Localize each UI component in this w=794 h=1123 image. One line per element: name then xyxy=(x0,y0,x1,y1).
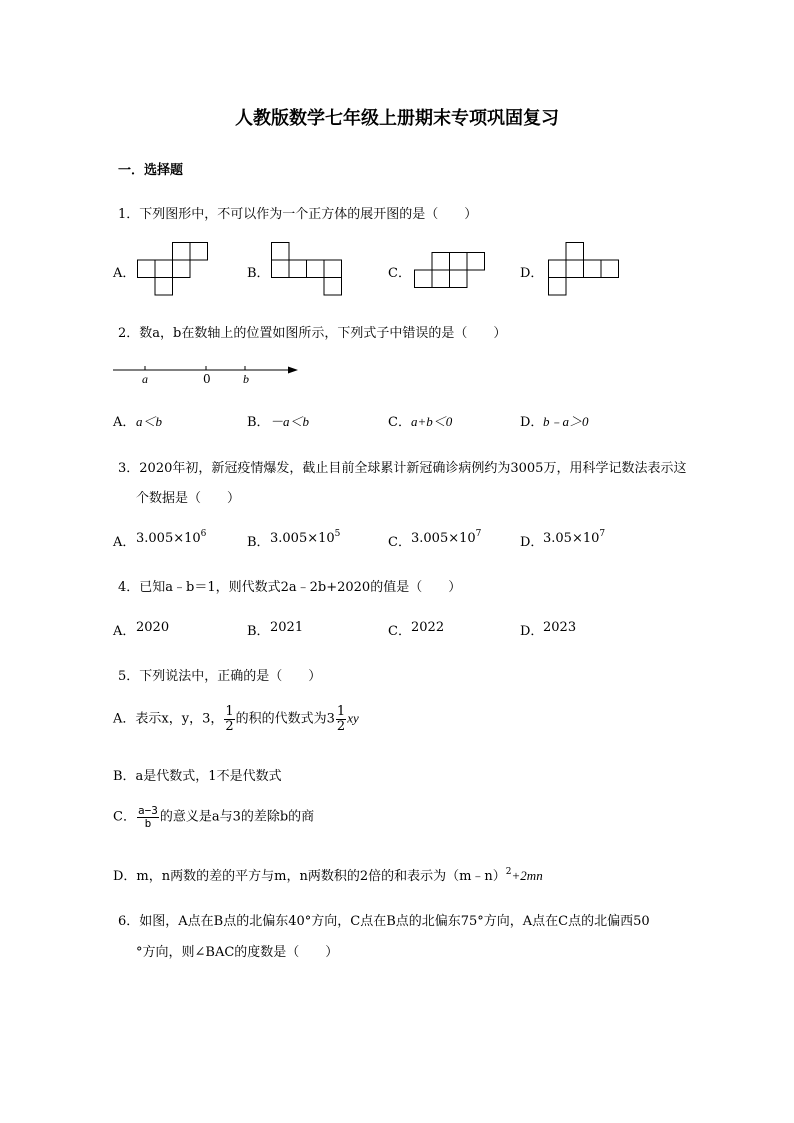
q1-option-a-label: A． xyxy=(113,266,136,281)
fraction-one-half-mixed: $\frac{1}{2}$ xyxy=(336,704,346,734)
q3-option-c: $3.005\times 10^7$ xyxy=(411,529,482,546)
q4-option-d: 2023 xyxy=(543,620,577,635)
q4-option-c-label: C． xyxy=(388,624,411,639)
q1-option-c-net xyxy=(413,252,487,292)
question-6-stem-line2: °方向，则∠BAC的度数是（ ） xyxy=(136,945,339,960)
q4-option-a-label: A． xyxy=(113,624,136,639)
q2-option-c: a+b＜0 xyxy=(411,414,453,429)
question-2-stem: 2．数a，b在数轴上的位置如图所示，下列式子中错误的是（ ） xyxy=(118,326,507,341)
question-5-stem: 5．下列说法中，正确的是（ ） xyxy=(118,669,322,684)
q1-option-a-net xyxy=(136,242,210,298)
page-title: 人教版数学七年级上册期末专项巩固复习 xyxy=(235,108,559,129)
q4-option-a: 2020 xyxy=(136,620,170,635)
q5-option-d: D．m，n两数的差的平方与m，n两数积的2倍的和表示为（m﹣n）$^2$+2mn xyxy=(113,867,543,884)
fraction-one-half: $\frac{1}{2}$ xyxy=(225,704,234,734)
axis-label-a: a xyxy=(142,372,148,386)
q2-option-a-label: A． xyxy=(113,415,136,430)
axis-label-b: b xyxy=(243,372,249,386)
q3-option-a: $3.005\times 10^6$ xyxy=(136,529,207,546)
q3-option-d: $3.05\times 10^7$ xyxy=(543,529,606,546)
q1-option-d-net xyxy=(547,242,623,298)
q3-option-a-label: A． xyxy=(113,535,136,550)
q2-option-a: a＜b xyxy=(136,414,163,429)
question-4-stem: 4．已知a﹣b＝1，则代数式2a﹣2b+2020的值是（ ） xyxy=(118,580,462,595)
question-6-stem-line1: 6．如图，A点在B点的北偏东40°方向，C点在B点的北偏东75°方向，A点在C点的北偏西50 xyxy=(118,914,650,929)
q3-option-b-label: B． xyxy=(247,535,270,550)
q2-option-b-label: B． xyxy=(247,415,270,430)
q3-option-d-label: D． xyxy=(520,535,544,550)
q3-option-c-label: C． xyxy=(388,535,411,550)
q1-option-b-net xyxy=(270,242,344,298)
question-3-stem-line1: 3．2020年初，新冠疫情爆发，截止目前全球累计新冠确诊病例约为3005万，用科学记数法表示这 xyxy=(118,461,687,476)
q4-option-b-label: B． xyxy=(247,624,270,639)
q5-option-a: A．表示x，y，3， $\frac{1}{2}$ 的积的代数式为3 $\frac{1}{2}$ xy xyxy=(113,704,359,734)
q4-option-d-label: D． xyxy=(520,624,544,639)
q5-option-c: C． $\frac{a-3}{b}$ 的意义是a与3的差除b的商 xyxy=(113,804,315,830)
q2-option-d-label: D． xyxy=(520,415,544,430)
q1-option-c-label: C． xyxy=(388,266,411,281)
q2-option-b: －a＜b xyxy=(270,414,310,429)
q2-option-d: b﹣a＞0 xyxy=(543,414,589,429)
q2-option-c-label: C． xyxy=(388,415,411,430)
axis-label-zero: 0 xyxy=(203,372,211,386)
q4-option-c: 2022 xyxy=(411,620,445,635)
q1-option-d-label: D． xyxy=(520,266,544,281)
section-heading: 一．选择题 xyxy=(118,163,184,178)
question-3-stem-line2: 个数据是（ ） xyxy=(136,491,241,506)
question-1-stem: 1．下列图形中，不可以作为一个正方体的展开图的是（ ） xyxy=(118,207,478,222)
q1-option-b-label: B． xyxy=(247,266,270,281)
q3-option-b: $3.005\times 10^5$ xyxy=(270,529,341,546)
q4-option-b: 2021 xyxy=(270,620,304,635)
q5-option-b: B．a是代数式，1不是代数式 xyxy=(113,769,282,784)
fraction-a-minus-3-over-b: $\frac{a-3}{b}$ xyxy=(137,804,158,830)
